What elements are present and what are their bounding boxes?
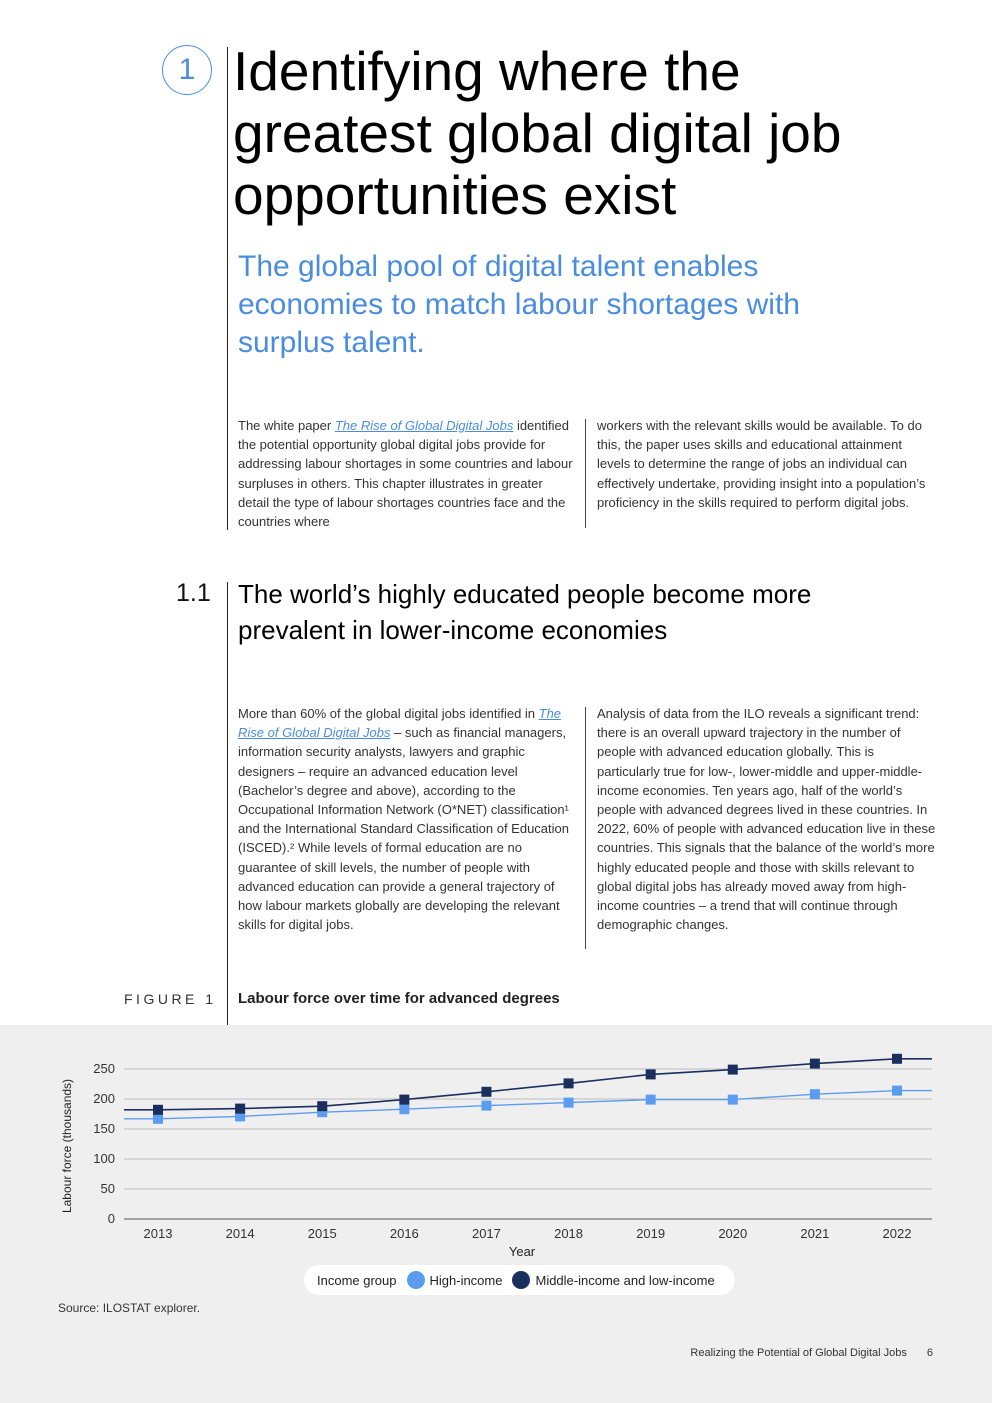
data-point-middle-low-income	[564, 1078, 574, 1088]
chapter-divider	[227, 47, 228, 530]
section-title: The world’s highly educated people become more prevalent in lower-income economies	[238, 579, 812, 645]
figure-source	[58, 1301, 200, 1315]
data-point-middle-low-income	[481, 1087, 491, 1097]
section-left-column	[238, 704, 576, 934]
intro-left-column	[238, 416, 576, 531]
chapter-title: Identifying where the greatest global digital job opportunities exist	[233, 40, 842, 226]
intro-right-column: workers with the relevant skills would be available. To do this, the paper uses skills and educational attainment levels to determine the range of jobs an individual can effectively undertake, providing insight into a population’s proficiency in the skills required to perform digital jobs.	[597, 418, 926, 510]
data-point-middle-low-income	[153, 1105, 163, 1115]
y-tick-label: 200	[93, 1091, 115, 1106]
figure-label: FIGURE 1	[124, 991, 217, 1007]
section-text-end: – such as financial managers, information security analysts, lawyers and graphic designers – require an advanced education level (Bachelor’s degree and above), according to the Occupational Information Network (O*NET) classification¹ and the International Standard Classification of Education (ISCED).² While levels of formal education are no guarantee of skill levels, the number of people with advanced education can provide a general trajectory of how labour markets globally are developing the relevant skills for digital jobs.	[238, 725, 569, 933]
data-point-high-income	[481, 1101, 491, 1111]
data-point-high-income	[892, 1086, 902, 1096]
y-tick-label: 50	[100, 1181, 115, 1196]
labour-force-line-chart	[0, 1025, 992, 1285]
data-point-high-income	[646, 1095, 656, 1105]
x-tick-label: 2016	[389, 1226, 419, 1241]
data-point-middle-low-income	[399, 1095, 409, 1105]
section-text-start: More than 60% of the global digital jobs identified in	[238, 706, 539, 721]
chapter-number-badge: 1	[162, 45, 212, 95]
legend-label-middle-low-income: Middle-income and low-income	[535, 1272, 715, 1288]
source-prefix: Source:	[58, 1301, 100, 1315]
chart-legend	[304, 1265, 735, 1295]
rise-of-global-digital-jobs-link-2[interactable]: The Rise of Global Digital Jobs	[238, 706, 562, 741]
x-tick-label: 2020	[718, 1226, 748, 1241]
data-point-middle-low-income	[728, 1065, 738, 1075]
intro-column-divider	[585, 419, 586, 528]
y-tick-label: 250	[93, 1061, 115, 1076]
section-divider	[227, 582, 228, 1025]
y-axis-label: Labour force (thousands)	[60, 1078, 74, 1214]
data-point-middle-low-income	[810, 1059, 820, 1069]
x-axis-label: Year	[508, 1244, 536, 1259]
data-point-high-income	[810, 1089, 820, 1099]
rise-of-global-digital-jobs-link[interactable]: The Rise of Global Digital Jobs	[334, 418, 514, 433]
section-column-divider	[585, 707, 586, 949]
page-number: 6	[926, 1347, 933, 1359]
data-point-middle-low-income	[235, 1104, 245, 1114]
intro-text-start: The white paper	[238, 418, 335, 433]
x-tick-label: 2018	[554, 1226, 584, 1241]
section-right-column: Analysis of data from the ILO reveals a significant trend: there is an overall upward trajectory in the number of people with advanced education globally. This is particularly true for low-, lower-middle and upper-middle-income economies. Ten years ago, half of the world’s people with advanced degrees lived in these countries. In 2022, 60% of people with advanced education live in these countries. This signals that the balance of the world’s more highly educated people and those with skills relevant to global digital jobs has already moved away from high-income countries – a trend that will continue through demographic changes.	[597, 706, 936, 933]
chapter-subtitle: The global pool of digital talent enables economies to match labour shortages with surplus talent.	[238, 250, 800, 359]
x-tick-label: 2013	[143, 1226, 173, 1241]
data-point-high-income	[564, 1098, 574, 1108]
x-tick-label: 2019	[636, 1226, 666, 1241]
data-point-middle-low-income	[892, 1054, 902, 1064]
legend-swatch-middle-low-income	[512, 1271, 530, 1289]
data-point-high-income	[728, 1095, 738, 1105]
intro-text-end: identified the potential opportunity global digital jobs provide for addressing labour shortages in some countries and labour surpluses in others. This chapter illustrates in greater detail the type of labour shortages countries face and the countries where	[238, 418, 573, 530]
legend-title: Income group	[317, 1272, 397, 1288]
data-point-high-income	[399, 1104, 409, 1114]
page-footer	[690, 1347, 933, 1359]
legend-label-high-income: High-income	[429, 1272, 503, 1288]
data-point-high-income	[153, 1114, 163, 1124]
source-text: ILOSTAT explorer.	[99, 1301, 201, 1315]
y-tick-label: 100	[93, 1151, 115, 1166]
x-tick-label: 2021	[800, 1226, 830, 1241]
y-tick-label: 0	[107, 1211, 115, 1226]
data-point-middle-low-income	[646, 1069, 656, 1079]
x-tick-label: 2017	[471, 1226, 501, 1241]
x-tick-label: 2022	[882, 1226, 912, 1241]
figure-title: Labour force over time for advanced degrees	[238, 990, 560, 1007]
y-tick-label: 150	[93, 1121, 115, 1136]
footer-title: Realizing the Potential of Global Digital Jobs	[690, 1347, 907, 1359]
section-number: 1.1	[176, 579, 211, 607]
data-point-middle-low-income	[317, 1101, 327, 1111]
x-tick-label: 2015	[307, 1226, 337, 1241]
x-tick-label: 2014	[225, 1226, 255, 1241]
legend-swatch-high-income	[407, 1271, 425, 1289]
